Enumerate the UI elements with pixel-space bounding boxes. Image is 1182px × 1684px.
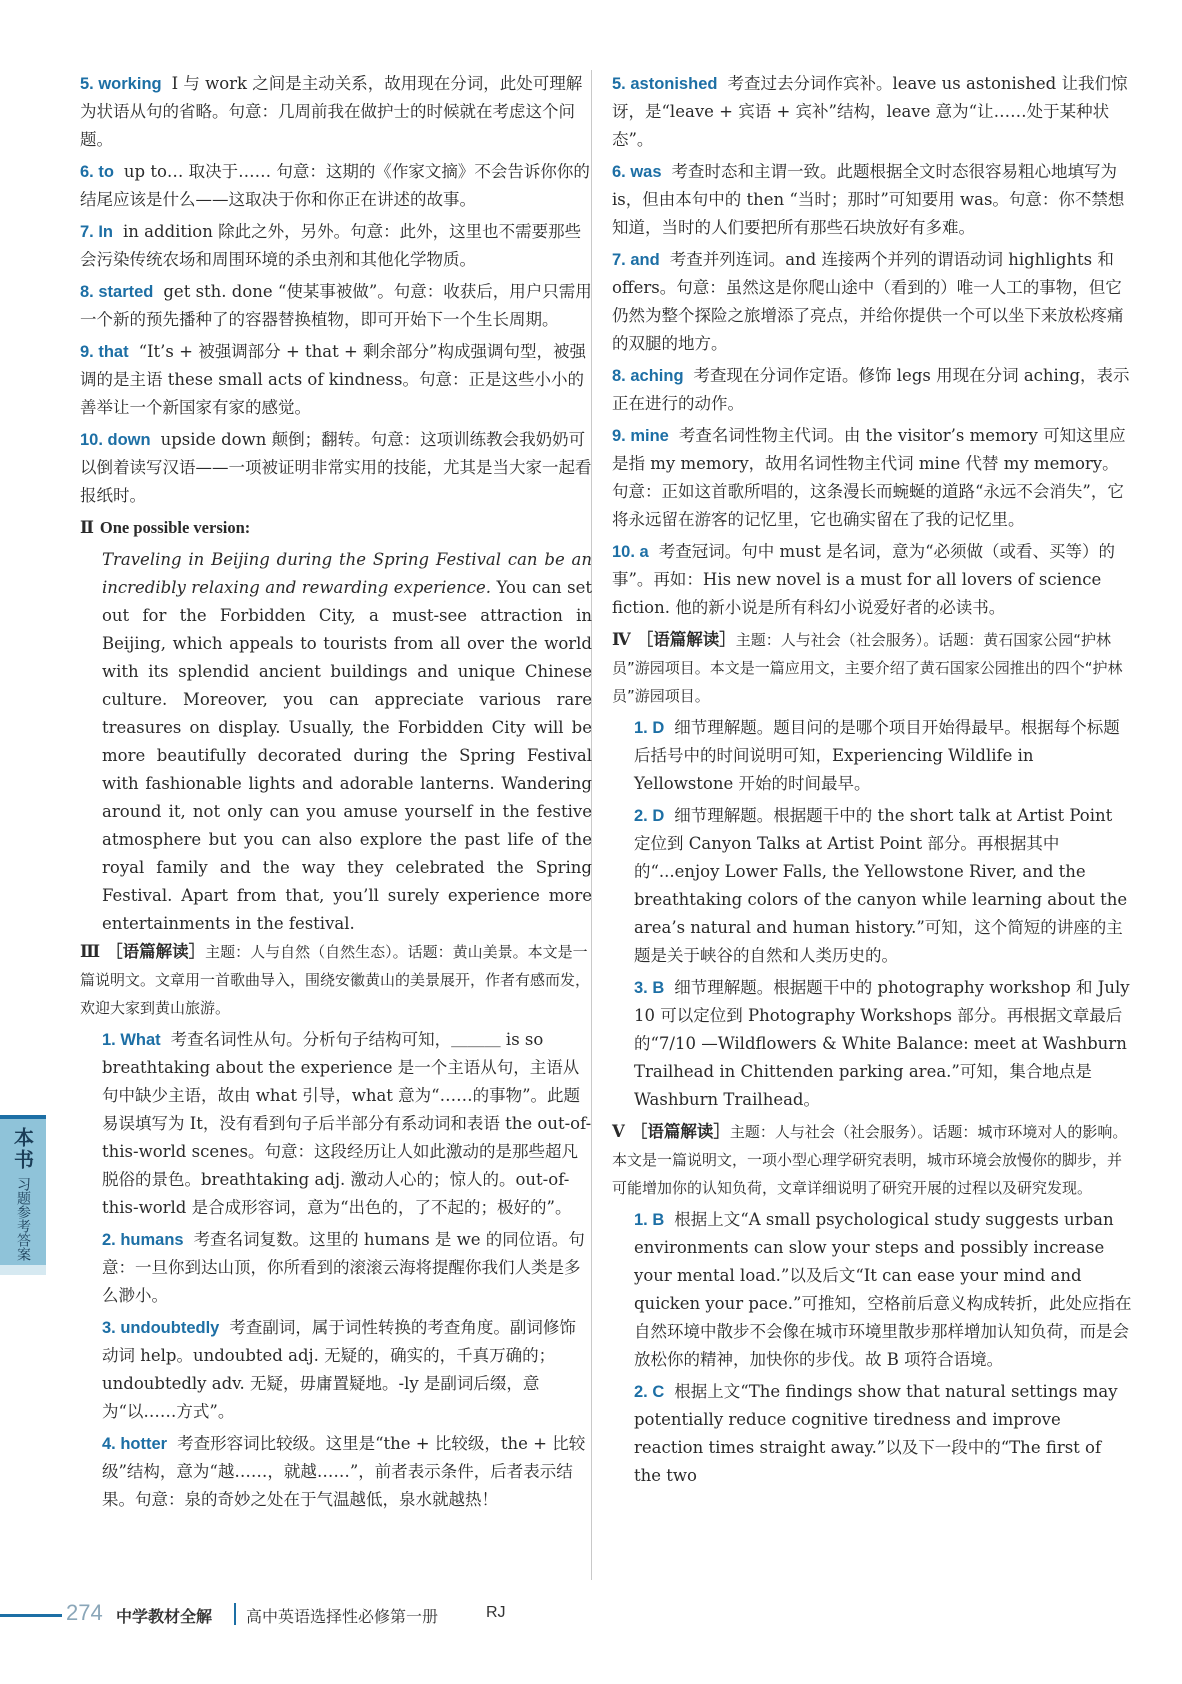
- answer-number: 1. B: [634, 1211, 665, 1229]
- answer-explanation: up to… 取决于…… 句意：这期的《作家文摘》不会告诉你你的结尾应该是什么——这取决于你和你正在讲述的故事。: [80, 162, 590, 209]
- section-roman: Ⅴ: [612, 1122, 625, 1141]
- section-roman: Ⅳ: [612, 630, 631, 649]
- book-title: 中学教材全解: [116, 1607, 213, 1626]
- answer-number: 1. What: [102, 1031, 161, 1049]
- footer-accent-bar: [0, 1614, 62, 1617]
- answer-item: [612, 538, 1132, 622]
- answer-item: [80, 278, 592, 334]
- answer-item: [612, 1206, 1132, 1374]
- section-2-header: [80, 514, 592, 542]
- answer-number: 7. In: [80, 223, 114, 241]
- answer-explanation: 细节理解题。题目问的是哪个项目开始得最早。根据每个标题后括号中的时间说明可知，Experiencing Wildlife in Yellowstone 开始的时间最早。: [634, 718, 1120, 793]
- answer-item: [80, 338, 592, 422]
- answer-item: [612, 714, 1132, 798]
- section-heading: ［语篇解读］: [630, 1122, 730, 1141]
- answer-explanation: 考查形容词比较级。这里是“the + 比较级，the + 比较级”结构，意为“越……，就越……”，前者表示条件，后者表示结果。句意：泉的奇妙之处在于气温越低，泉水就越热！: [102, 1434, 586, 1509]
- answer-number: 8. aching: [612, 367, 684, 385]
- answer-explanation: 根据上文“A small psychological study suggests urban environments can slow your steps and possibly increase your mental load.”以及后文“It can ease your mind and quicken your pace.”可推知，空格前后意义构成转折，此处应指在自然环境中散步不会像在城市环境里散步那样增加认知负荷，而是会放松你的精神，加快你的步伐。故 B 项符合语境。: [634, 1210, 1132, 1369]
- right-column: [612, 70, 1132, 1494]
- side-tab-subtitle: 习题参考答案: [15, 1177, 31, 1261]
- answer-number: 2. C: [634, 1383, 665, 1401]
- answer-explanation: 考查时态和主谓一致。此题根据全文时态很容易粗心地填写为 is，但由本句中的 then “当时；那时”可知要用 was。句意：你不禁想知道，当时的人们要把所有那些石块放好有多难。: [612, 162, 1125, 237]
- answer-number: 2. humans: [102, 1231, 184, 1249]
- side-tab-title: 本书: [10, 1127, 35, 1171]
- page-footer: [0, 1600, 1182, 1640]
- answer-item: [80, 1026, 592, 1222]
- model-essay: [80, 546, 592, 938]
- answer-item: [80, 70, 592, 154]
- section-heading: ［语篇解读］: [106, 942, 206, 961]
- answer-explanation: I 与 work 之间是主动关系，故用现在分词，此处可理解为状语从句的省略。句意：几周前我在做护士的时候就在考虑这个问题。: [80, 74, 583, 149]
- answer-number: 10. down: [80, 431, 151, 449]
- answer-number: 5. astonished: [612, 75, 718, 93]
- answer-explanation: 考查副词，属于词性转换的考查角度。副词修饰动词 help。undoubted adj. 无疑的，确实的，千真万确的；undoubtedly adv. 无疑，毋庸置疑地。-ly 是副词后缀，意为“以……方式”。: [102, 1318, 576, 1421]
- answer-explanation: in addition 除此之外，另外。句意：此外，这里也不需要那些会污染传统农场和周围环境的杀虫剂和其他化学物质。: [80, 222, 582, 269]
- answer-number: 9. mine: [612, 427, 669, 445]
- essay-lead: Traveling in Beijing during the Spring Festival can be an incredibly relaxing and rewarding experience.: [102, 550, 592, 597]
- answer-number: 6. to: [80, 163, 114, 181]
- answer-number: 10. a: [612, 543, 649, 561]
- side-tab: [0, 1115, 46, 1265]
- answer-number: 9. that: [80, 343, 129, 361]
- section-roman: Ⅲ: [80, 942, 101, 961]
- answer-explanation: 考查冠词。句中 must 是名词，意为“必须做（或看、买等）的事”。再如：His new novel is a must for all lovers of science fiction. 他的新小说是所有科幻小说爱好者的必读书。: [612, 542, 1115, 617]
- section-3-header: [80, 938, 592, 1022]
- answer-explanation: 细节理解题。根据题干中的 the short talk at Artist Point 定位到 Canyon Talks at Artist Point 部分。再根据其中的“...enjoy Lower Falls, the Yellowstone River, and the breathtaking colors of the canyon while learning about the area’s natural and human history.”可知，这个简短的讲座的主题是关于峡谷的自然和人类历史的。: [634, 806, 1128, 965]
- answer-number: 2. D: [634, 807, 665, 825]
- answer-number: 5. working: [80, 75, 162, 93]
- section-4-header: [612, 626, 1132, 710]
- answer-explanation: 考查过去分词作宾补。leave us astonished 让我们惊讶，是“leave + 宾语 + 宾补”结构，leave 意为“让……处于某种状态”。: [612, 74, 1128, 149]
- answer-number: 6. was: [612, 163, 662, 181]
- course-title: 高中英语选择性必修第一册: [246, 1607, 439, 1626]
- section-summary: 主题：人与自然（自然生态）。话题：黄山美景。本文是一篇说明文。文章用一首歌曲导入，围绕安徽黄山的美景展开，作者有感而发，欢迎大家到黄山旅游。: [80, 943, 591, 1017]
- answer-number: 4. hotter: [102, 1435, 168, 1453]
- answer-explanation: 根据上文“The findings show that natural settings may potentially reduce cognitive tiredness and improve reaction times straight away.”以及下一段中的“The first of the two: [634, 1382, 1118, 1485]
- answer-number: 7. and: [612, 251, 660, 269]
- section-summary: 主题：人与社会（社会服务）。话题：黄石国家公园“护林员”游园项目。本文是一篇应用文，主要介绍了黄石国家公园推出的四个“护林员”游园项目。: [612, 631, 1123, 705]
- section-5-header: [612, 1118, 1132, 1202]
- answer-item: [80, 158, 592, 214]
- answer-explanation: 考查并列连词。and 连接两个并列的谓语动词 highlights 和 offers。句意：虽然这是你爬山途中（看到的）唯一人工的事物，但它仍然为整个探险之旅增添了亮点，并给你提供一个可以坐下来放松疼痛的双腿的地方。: [612, 250, 1124, 353]
- answer-item: [612, 974, 1132, 1114]
- side-tab-strip: [0, 1265, 46, 1275]
- answer-number: 3. B: [634, 979, 665, 997]
- answer-number: 8. started: [80, 283, 154, 301]
- answer-explanation: upside down 颠倒；翻转。句意：这项训练教会我奶奶可以倒着读写汉语——一项被证明非常实用的技能，尤其是当大家一起看报纸时。: [80, 430, 592, 505]
- answer-item: [80, 1226, 592, 1310]
- left-column: [80, 70, 592, 1518]
- answer-explanation: 考查名词性从句。分析句子结构可知，＿＿＿ is so breathtaking about the experience 是一个主语从句，主语从句中缺少主语，故由 what 引导，what 意为“……的事物”。此题易误填写为 It，没有看到句子后半部分有系动词和表语 the out-of-this-world scenes。句意：这段经历让人如此激动的是那些超凡脱俗的景色。breathtaking adj. 激动人心的；惊人的。out-of-this-world 是合成形容词，意为“出色的，了不起的；极好的”。: [102, 1030, 592, 1217]
- section-roman: Ⅱ: [80, 518, 94, 537]
- answer-item: [80, 426, 592, 510]
- answer-item: [612, 246, 1132, 358]
- answer-explanation: get sth. done “使某事被做”。句意：收获后，用户只需用一个新的预先播种了的容器替换植物，即可开始下一个生长周期。: [80, 282, 592, 329]
- answer-item: [612, 70, 1132, 154]
- answer-explanation: 考查名词复数。这里的 humans 是 we 的同位语。句意：一旦你到达山顶，你所看到的滚滚云海将提醒你我们人类是多么渺小。: [102, 1230, 585, 1305]
- answer-explanation: 考查名词性物主代词。由 the visitor’s memory 可知这里应是指 my memory，故用名词性物主代词 mine 代替 my memory。句意：正如这首歌所唱的，这条漫长而蜿蜒的道路“永远不会消失”，它将永远留在游客的记忆里，它也确实留在了我的记忆里。: [612, 426, 1126, 529]
- answer-explanation: “It’s + 被强调部分 + that + 剩余部分”构成强调句型，被强调的是主语 these small acts of kindness。句意：正是这些小小的善举让一个新国家有家的感觉。: [80, 342, 586, 417]
- section-heading: ［语篇解读］: [636, 630, 736, 649]
- section-summary: 主题：人与社会（社会服务）。话题：城市环境对人的影响。本文是一篇说明文，一项小型心理学研究表明，城市环境会放慢你的脚步，并可能增加你的认知负荷，文章详细说明了研究开展的过程以及研究发现。: [612, 1123, 1128, 1197]
- page-number: 274: [66, 1600, 103, 1625]
- answer-item: [612, 1378, 1132, 1490]
- answer-item: [612, 362, 1132, 418]
- answer-explanation: 细节理解题。根据题干中的 photography workshop 和 July 10 可以定位到 Photography Workshops 部分。再根据文章最后的“7/10 —Wildflowers & White Balance: meet at Washburn Trailhead in Chittenden parking area.”可知，集合地点是 Washburn Trailhead。: [634, 978, 1130, 1109]
- section-heading: One possible version:: [99, 518, 251, 537]
- footer-separator: [234, 1603, 236, 1625]
- answer-item: [612, 802, 1132, 970]
- answer-explanation: 考查现在分词作定语。修饰 legs 用现在分词 aching，表示正在进行的动作。: [612, 366, 1130, 413]
- answer-item: [612, 158, 1132, 242]
- edition-label: RJ: [486, 1604, 506, 1621]
- answer-item: [80, 1314, 592, 1426]
- essay-body: You can set out for the Forbidden City, a must-see attraction in Beijing, which appeals to tourists from all over the world with its splendid ancient buildings and unique Chinese culture. Moreover, you can appreciate various rare treasures on display. Usually, the Forbidden City will be more beautifully decorated during the Spring Festival with fashionable lights and adorable lanterns. Wandering around it, not only can you amuse yourself in the festive atmosphere but you can also explore the past life of the royal family and the way they celebrated the Spring Festival. Apart from that, you’ll surely experience more entertainments in the festival.: [102, 578, 593, 933]
- answer-item: [612, 422, 1132, 534]
- answer-number: 3. undoubtedly: [102, 1319, 220, 1337]
- answer-item: [80, 1430, 592, 1514]
- answer-number: 1. D: [634, 719, 665, 737]
- answer-item: [80, 218, 592, 274]
